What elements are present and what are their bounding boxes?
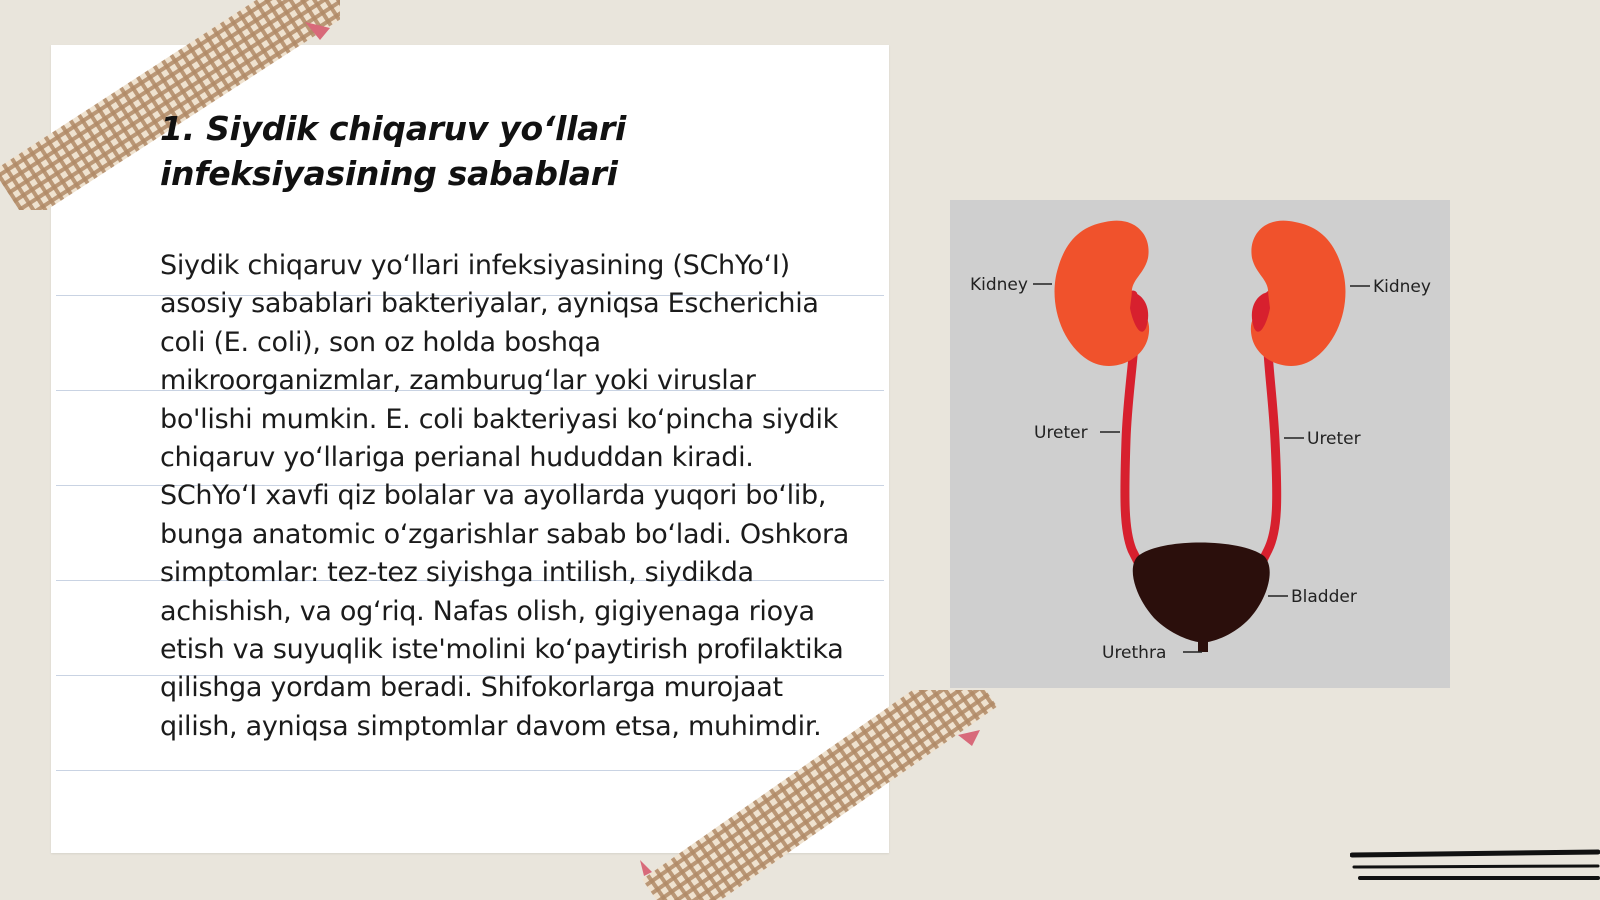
label-kidney-left: Kidney bbox=[970, 275, 1028, 295]
label-bladder: Bladder bbox=[1291, 587, 1357, 607]
label-urethra: Urethra bbox=[1102, 643, 1167, 663]
urinary-system-diagram bbox=[950, 200, 1450, 688]
slide-body-text: Siydik chiqaruv yo‘llari infeksiyasining (SChYo‘I) asosiy sabablari bakteriyalar, ayniqsa Escherichia coli (E. coli), son oz holda boshqa mikroorganizmlar, zamburug‘lar yoki viruslar bo'lishi mumkin. E. coli bakteriyasi ko‘pincha siydik chiqaruv yo‘llariga perianal hududdan kiradi. SChYo‘I xavfi qiz bolalar va ayollarda yuqori bo‘lib, bunga anatomic o‘zgarishlar sabab bo‘ladi. Oshkora simptomlar: tez-tez siyishga intilish, siydikda achishish, va og‘riq. Nafas olish, gigiyenaga rioya etish va suyuqlik iste'molini ko‘paytirish profilaktika qilishga yordam beradi. Shifokorlarga murojaat qilish, ayniqsa simptomlar davom etsa, muhimdir. bbox=[160, 250, 850, 742]
label-kidney-right: Kidney bbox=[1373, 277, 1431, 297]
label-ureter-left: Ureter bbox=[1034, 423, 1088, 443]
slide-title: 1. Siydik chiqaruv yo‘llari infeksiyasining sabablari bbox=[160, 109, 627, 193]
bladder-shape bbox=[1133, 543, 1270, 653]
tape-corner-accent bbox=[958, 730, 980, 746]
label-ureter-right: Ureter bbox=[1307, 429, 1361, 449]
decorative-brush-lines bbox=[1350, 845, 1600, 890]
tape-corner-accent bbox=[640, 860, 652, 876]
